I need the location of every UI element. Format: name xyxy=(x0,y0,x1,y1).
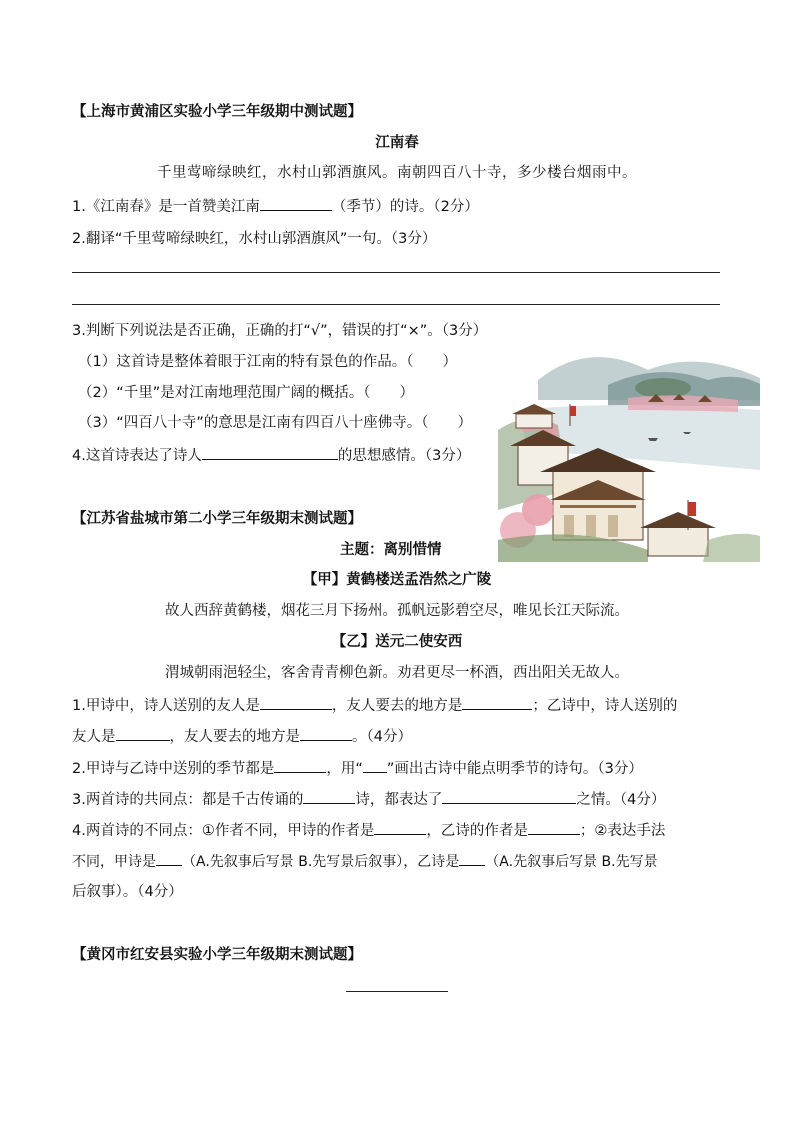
poem-a-title: 【甲】黄鹤楼送孟浩然之广陵 xyxy=(302,571,492,588)
question-text: 1.甲诗中，诗人送别的友人是 xyxy=(72,698,260,714)
answer-line[interactable] xyxy=(72,304,720,305)
question-1-2: 2.翻译“千里莺啼绿映红，水村山郭酒旗风”一句。（3分） xyxy=(72,231,437,247)
question-text: 3.两首诗的共同点：都是千古传诵的 xyxy=(72,792,304,808)
question-text: （季节）的诗。（2分） xyxy=(331,199,479,215)
question-2-3 xyxy=(72,789,665,810)
jiangnan-landscape-illustration xyxy=(498,340,760,562)
section-header-1: 【上海市黄浦区实验小学三年级期中测试题】 xyxy=(72,104,362,120)
section-header-2: 【江苏省盐城市第二小学三年级期末测试题】 xyxy=(72,511,362,527)
question-1-1 xyxy=(72,196,479,217)
answer-blank[interactable] xyxy=(442,789,576,804)
question-text: ；乙诗中，诗人送别的 xyxy=(532,698,678,714)
question-2-2 xyxy=(72,758,643,779)
question-text: ，友人要去的地方是 xyxy=(331,698,463,714)
question-2-4-line3: 后叙事）。（4分） xyxy=(72,884,183,900)
answer-blank[interactable] xyxy=(156,851,182,866)
answer-blank[interactable] xyxy=(202,445,338,460)
question-text: 。（4分） xyxy=(352,729,412,745)
question-2-4-line2 xyxy=(72,851,658,872)
answer-blank[interactable] xyxy=(528,820,580,835)
question-2-1-line1 xyxy=(72,695,677,716)
question-1-3: 3.判断下列说法是否正确，正确的打“√”，错误的打“×”。（3分） xyxy=(72,323,488,339)
answer-blank[interactable] xyxy=(260,196,332,211)
answer-blank[interactable] xyxy=(274,758,326,773)
question-text: ”画出古诗中能点明季节的诗句。（3分） xyxy=(386,761,643,777)
answer-blank[interactable] xyxy=(260,695,332,710)
answer-blank[interactable] xyxy=(303,789,355,804)
question-1-3-item-1: （1）这首诗是整体着眼于江南的特有景色的作品。（ ） xyxy=(78,354,457,370)
question-2-4-line1 xyxy=(72,820,665,841)
question-text: 的思想感情。（3分） xyxy=(337,448,471,464)
question-text: 诗，都表达了 xyxy=(355,792,443,808)
question-text: ，用“ xyxy=(326,761,363,777)
theme-title: 主题：离别惜情 xyxy=(340,542,442,558)
answer-blank[interactable] xyxy=(374,820,426,835)
question-text: ；②表达手法 xyxy=(579,823,666,839)
question-2-1-line2 xyxy=(72,726,412,747)
poem-b-title: 【乙】送元二使安西 xyxy=(331,633,463,650)
question-text: 友人是 xyxy=(72,729,116,745)
poem-title-jiangnanchun: 江南春 xyxy=(375,134,419,151)
poem-text-jiangnanchun: 千里莺啼绿映红，水村山郭酒旗风。南朝四百八十寺，多少楼台烟雨中。 xyxy=(157,165,637,181)
poem-a-text: 故人西辞黄鹤楼，烟花三月下扬州。孤帆远影碧空尽，唯见长江天际流。 xyxy=(165,603,629,619)
divider-line xyxy=(346,991,448,992)
answer-blank[interactable] xyxy=(363,758,387,773)
question-text: 之情。（4分） xyxy=(576,792,666,808)
question-text: 1.《江南春》是一首赞美江南 xyxy=(72,199,260,215)
question-text: ，友人要去的地方是 xyxy=(169,729,300,745)
answer-blank[interactable] xyxy=(459,851,485,866)
answer-blank[interactable] xyxy=(116,726,170,741)
answer-line[interactable] xyxy=(72,272,720,273)
question-text: （A.先叙事后写景 B.先写景后叙事），乙诗是 xyxy=(182,854,460,870)
answer-blank[interactable] xyxy=(300,726,352,741)
question-text: （A.先叙事后写景 B.先写景 xyxy=(485,854,658,870)
question-text: 2.甲诗与乙诗中送别的季节都是 xyxy=(72,761,275,777)
question-text: 不同，甲诗是 xyxy=(72,854,156,870)
question-1-3-item-3: （3）“四百八十寺”的意思是江南有四百八十座佛寺。（ ） xyxy=(78,415,472,431)
answer-blank[interactable] xyxy=(462,695,532,710)
question-text: ，乙诗的作者是 xyxy=(426,823,528,839)
question-text: 4.两首诗的不同点：①作者不同，甲诗的作者是 xyxy=(72,823,375,839)
question-1-4 xyxy=(72,445,470,466)
question-1-3-item-2: （2）“千里”是对江南地理范围广阔的概括。（ ） xyxy=(78,385,414,401)
section-header-3: 【黄冈市红安县实验小学三年级期末测试题】 xyxy=(72,947,362,963)
poem-b-text: 渭城朝雨浥轻尘，客舍青青柳色新。劝君更尽一杯酒，西出阳关无故人。 xyxy=(165,665,629,681)
question-text: 4.这首诗表达了诗人 xyxy=(72,448,202,464)
